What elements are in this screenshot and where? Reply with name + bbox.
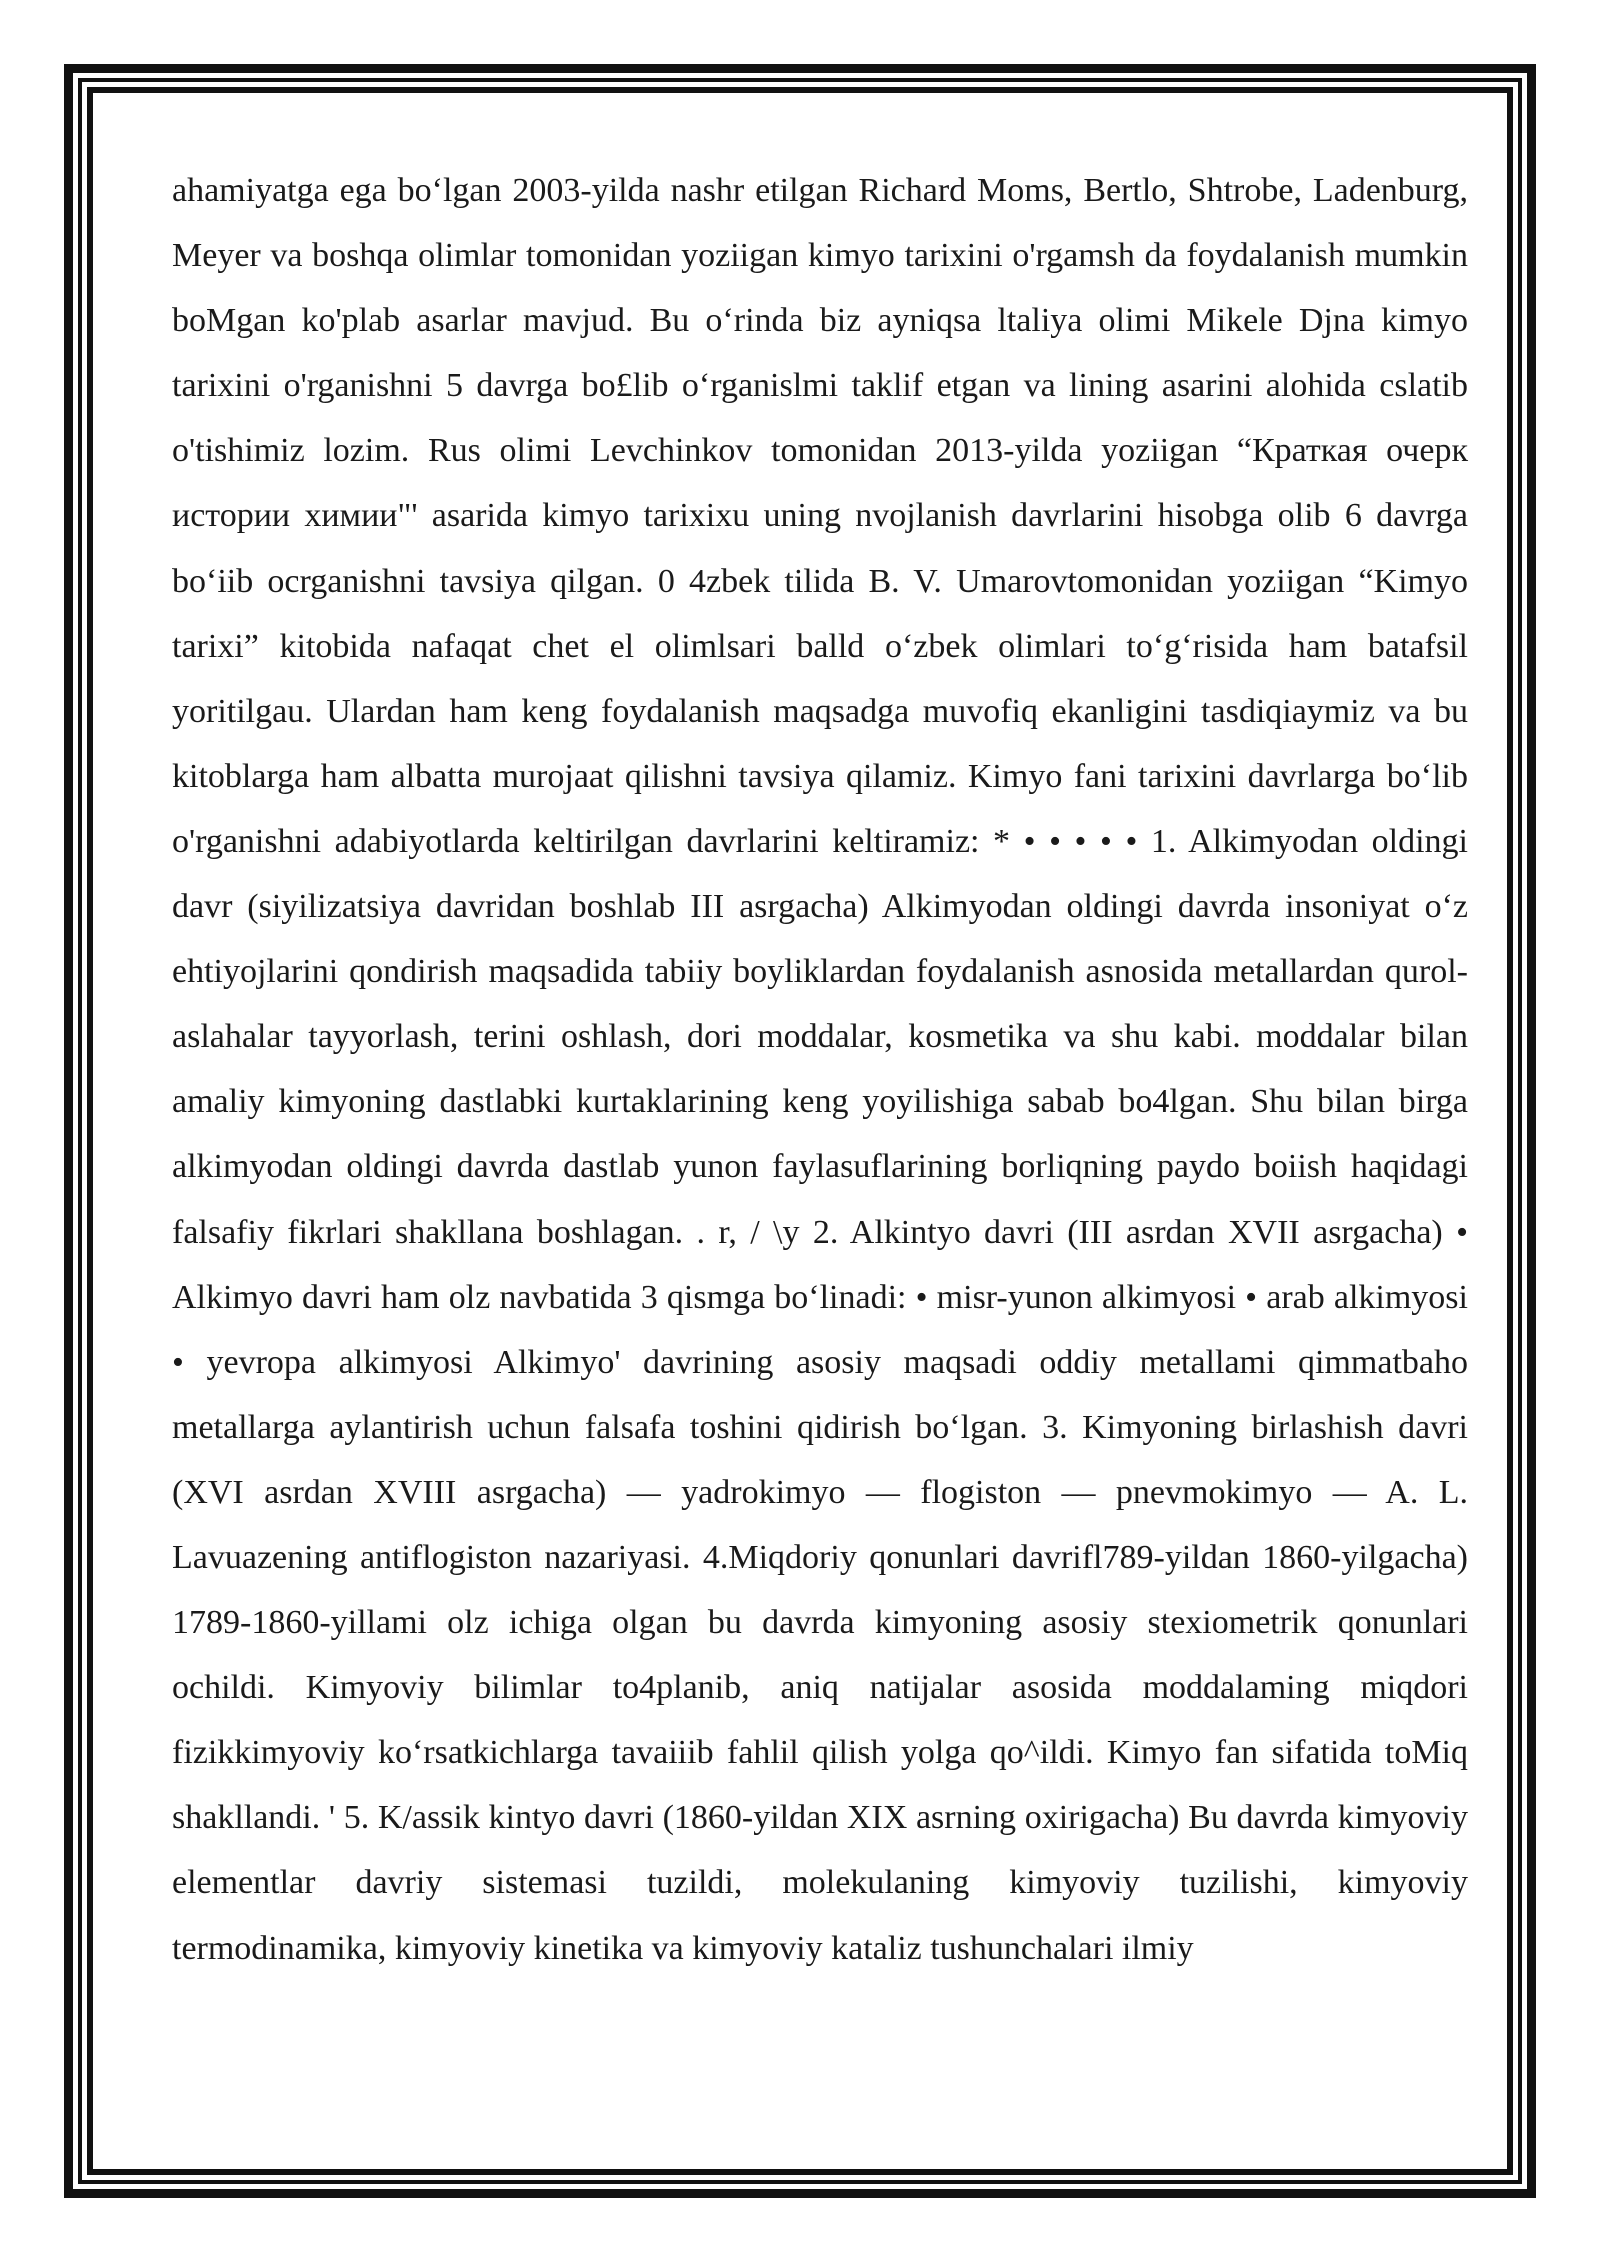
body-paragraph: ahamiyatga ega bo‘lgan 2003-yilda nashr etilgan Richard Moms, Bertlo, Shtrobe, Ladenburg, Meyer va boshqa olimlar tomonidan yoziigan kimyo tarixini o'rgamsh da foydalanish mumkin boMgan ko'plab asarlar mavjud. Bu o‘rinda biz ayniqsa ltaliya olimi Mikele Djna kimyo tarixini o'rganishni 5 davrga bo£lib o‘rganislmi taklif etgan va lining asarini alohida cslatib o'tishimiz lozim. Rus olimi Levchinkov tomonidan 2013-yilda yoziigan “Краткая очерк истории химии"' asarida kimyo tarixixu uning nvojlanish davrlarini hisobga olib 6 davrga bo‘iib ocrganishni tavsiya qilgan. 0 4zbek tilida B. V. Umarovtomonidan yoziigan “Kimyo tarixi” kitobida nafaqat chet el olimlsari balld o‘zbek olimlari to‘g‘risida ham batafsil yoritilgau. Ulardan ham keng foydalanish maqsadga muvofiq ekanligini tasdiqiaymiz va bu kitoblarga ham albatta murojaat qilishni tavsiya qilamiz. Kimyo fani tarixini davrlarga bo‘lib o'rganishni adabiyotlarda keltirilgan davrlarini keltiramiz: * • • • • • 1. Alkimyodan oldingi davr (siyilizatsiya davridan boshlab III asrgacha) Alkimyodan oldingi davrda insoniyat o‘z ehtiyojlarini qondirish maqsadida tabiiy boyliklardan foydalanish asnosida metallardan qurol-aslahalar tayyorlash, terini oshlash, dori moddalar, kosmetika va shu kabi. moddalar bilan amaliy kimyoning dastlabki kurtaklarining keng yoyilishiga sabab bo4lgan. Shu bilan birga alkimyodan oldingi davrda dastlab yunon faylasuflarining borliqning paydo boiish haqidagi falsafiy fikrlari shakllana boshlagan. . r, / \y 2. Alkintyo davri (III asrdan XVII asrgacha) • Alkimyo davri ham olz navbatida 3 qismga bo‘linadi: • misr-yunon alkimyosi • arab alkimyosi • yevropa alkimyosi Alkimyo' davrining asosiy maqsadi oddiy metallami qimmatbaho metallarga aylantirish uchun falsafa toshini qidirish bo‘lgan. 3. Kimyoning birlashish davri (XVI asrdan XVIII asrgacha) — yadrokimyo — flogiston — pnevmokimyo — A. L. Lavuazening antiflogiston nazariyasi. 4.Miqdoriy qonunlari davrifl789-yildan 1860-yilgacha) 1789-1860-yillami olz ichiga olgan bu davrda kimyoning asosiy stexiometrik qonunlari ochildi. Kimyoviy bilimlar to4planib, aniq natijalar asosida moddalaming miqdori fizikkimyoviy ko‘rsatkichlarga tavaiiib fahlil qilish yolga qo^ildi. Kimyo fan sifatida toMiq shakllandi. ' 5. K/assik kintyo davri (1860-yildan XIX asrning oxirigacha) Bu davrda kimyoviy elementlar davriy sistemasi tuzildi, molekulaning kimyoviy tuzilishi, kimyoviy termodinamika, kimyoviy kinetika va kimyoviy kataliz tushunchalari ilmiy [172,172,1468,1967]
